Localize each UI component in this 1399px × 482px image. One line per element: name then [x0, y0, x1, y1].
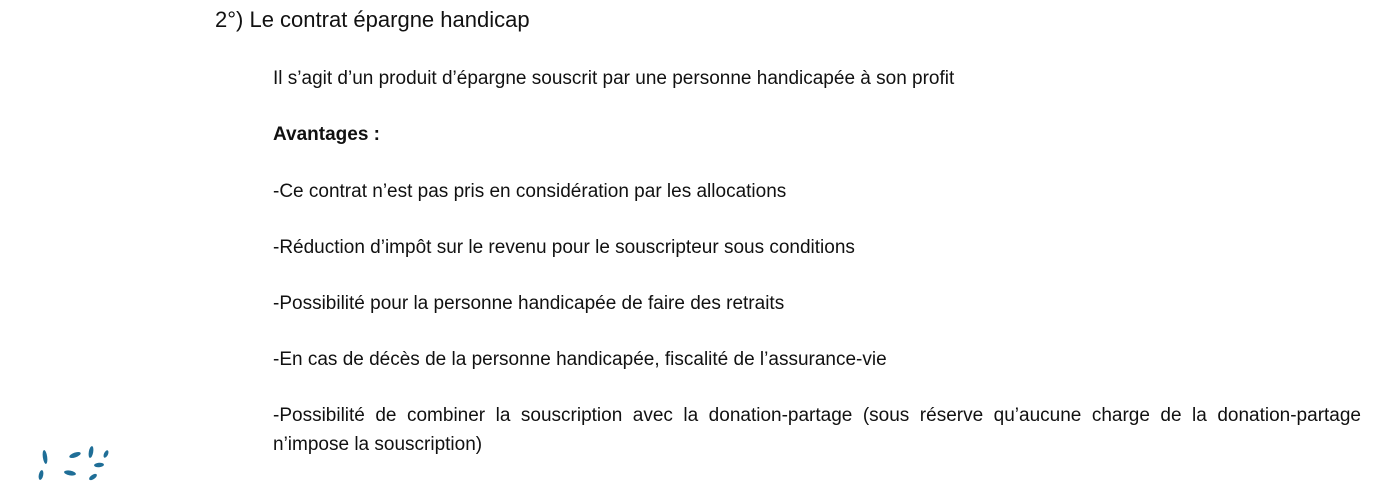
decorative-dots-logo-icon — [36, 444, 116, 482]
section-title: 2°) Le contrat épargne handicap — [215, 7, 530, 32]
advantages-heading: Avantages : — [273, 124, 380, 145]
advantage-item: -Possibilité de combiner la souscription avec la donation-partage (sous réserve qu’aucune charge de la donation-partage n’impose la souscription) — [273, 405, 1361, 455]
advantage-item: -En cas de décès de la personne handicapée, fiscalité de l’assurance-vie — [273, 349, 887, 370]
intro-paragraph: Il s’agit d’un produit d’épargne souscrit par une personne handicapée à son profit — [273, 68, 955, 89]
advantage-item: -Possibilité pour la personne handicapée de faire des retraits — [273, 293, 785, 314]
advantage-item: -Ce contrat n’est pas pris en considération par les allocations — [273, 181, 787, 202]
advantage-item: -Réduction d’impôt sur le revenu pour le souscripteur sous conditions — [273, 237, 855, 258]
